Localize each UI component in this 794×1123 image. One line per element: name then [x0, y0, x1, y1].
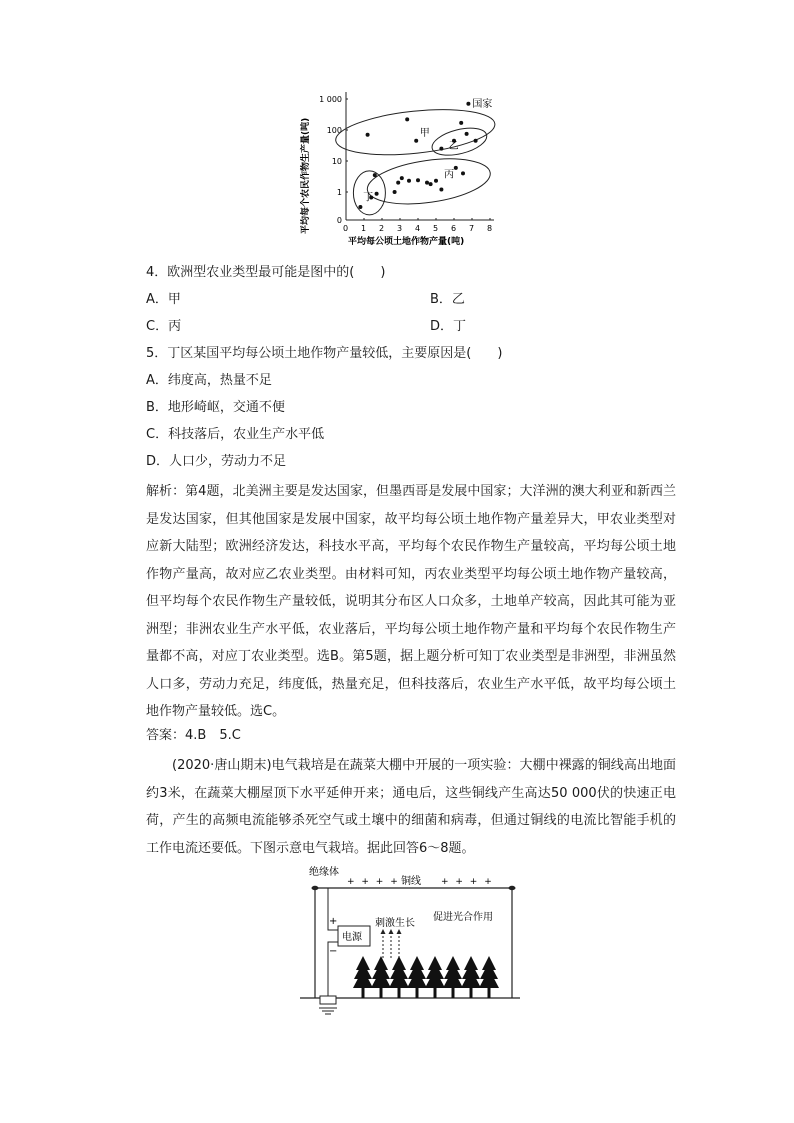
x-tick-label: 7 [469, 224, 475, 233]
insulator-left [312, 886, 319, 890]
stimulate-label: 刺激生长 [375, 918, 415, 929]
data-point [407, 179, 411, 183]
tree-icon [425, 956, 445, 998]
diagram-svg [295, 858, 525, 1018]
y-axis-label: 平均每个农民作物生产量(吨) [301, 117, 311, 234]
trees [353, 956, 499, 998]
group-label-yi: 乙 [448, 141, 459, 153]
tree-icon [461, 956, 481, 998]
arrow-head [397, 929, 402, 934]
data-point [454, 166, 458, 170]
legend-label-country: 国家 [472, 98, 493, 110]
scatter-chart [292, 88, 542, 262]
data-point [373, 173, 377, 177]
tree-icon [407, 956, 427, 998]
y-tick-label: 1 000 [319, 95, 342, 104]
power-source-label: 电源 [342, 932, 362, 943]
group-jia-outline [334, 103, 498, 161]
x-tick-label: 6 [451, 224, 457, 233]
x-tick-label: 3 [397, 224, 403, 233]
x-tick-label: 5 [433, 224, 439, 233]
arrow-head [381, 929, 386, 934]
positive-sign: + [329, 916, 338, 927]
tree-icon [443, 956, 463, 998]
data-point [414, 139, 418, 143]
data-point [405, 117, 409, 121]
tree-icon [371, 956, 391, 998]
q4-option-b: B．乙 [430, 292, 465, 307]
y-tick-label: 100 [326, 126, 342, 135]
chart-svg [292, 88, 542, 258]
group-label-ding: 丁 [363, 192, 374, 204]
intro-paragraph: (2020·唐山期末)电气栽培是在蔬菜大棚中开展的一项实验：大棚中裸露的铜线高出地面约3米，在蔬菜大棚屋顶下水平延伸开来；通电后，这些铜线产生高达50 000伏的快速正电荷，产生的高频电流能够杀死空气或土壤中的细菌和病毒，但通过铜线的电流比智能手机的工作电流还要低。下图示意电气栽培。据此回答6～8题。 [146, 758, 676, 856]
x-axis-label: 平均每公顷土地作物产量(吨) [348, 237, 465, 247]
negative-sign: − [329, 946, 338, 957]
data-point [439, 147, 443, 151]
data-point [459, 121, 463, 125]
q5-option-d: D．人口少，劳动力不足 [146, 454, 287, 469]
data-point [396, 181, 400, 185]
data-point [400, 176, 404, 180]
q5-option-a: A．纬度高，热量不足 [146, 373, 272, 388]
data-point [366, 133, 370, 137]
ground-box [320, 996, 336, 1004]
data-point [358, 205, 362, 209]
data-point [416, 178, 420, 182]
x-tick-label: 1 [361, 224, 367, 233]
tree-icon [389, 956, 409, 998]
x-tick-label: 0 [343, 224, 349, 233]
data-point [474, 139, 478, 143]
chart-axes [299, 92, 494, 247]
q4-option-d: D．丁 [430, 319, 467, 334]
y-tick-label: 0 [336, 216, 342, 225]
data-point [393, 190, 397, 194]
q5-option-b: B．地形崎岖，交通不便 [146, 400, 285, 415]
arrow-head [389, 929, 394, 934]
data-point [466, 102, 470, 106]
copper-label: 铜线 [401, 876, 421, 887]
data-point [429, 182, 433, 186]
data-point [461, 171, 465, 175]
charge-left: + + + + [347, 877, 400, 887]
photosynthesis-label: 促进光合作用 [433, 912, 493, 923]
analysis-paragraph: 解析：第4题，北美洲主要是发达国家，但墨西哥是发展中国家；大洋洲的澳大利亚和新西兰是发达国家，但其他国家是发展中国家，故平均每公顷土地作物产量差异大，甲农业类型对应新大陆型；欧洲经济发达，科技水平高，平均每个农民作物生产量较高，平均每公顷土地作物产量高，故对应乙农业类型。由材料可知，丙农业类型平均每公顷土地作物产量较高，但平均每个农民作物生产量较低，说明其分布区人口众多，土地单产较高，因此其可能为亚洲型；非洲农业生产水平低，农业落后，平均每公顷土地作物产量和平均每个农民作物生产量都不高，对应丁农业类型。选B。第5题，据上题分析可知丁农业类型是非洲型，非洲虽然人口多，劳动力充足，纬度低，热量充足，但科技落后，农业生产水平低，故平均每公顷土地作物产量较低。选C。 [146, 484, 676, 719]
question-4: 4．欧洲型农业类型最可能是图中的( ) [146, 265, 386, 280]
insulator-right [509, 886, 516, 890]
tree-icon [479, 956, 499, 998]
group-label-jia: 甲 [419, 128, 430, 140]
y-tick-label: 1 [336, 188, 342, 197]
question-5: 5．丁区某国平均每公顷土地作物产量较低，主要原因是( ) [146, 346, 503, 361]
data-point [375, 192, 379, 196]
data-point [434, 179, 438, 183]
charge-right: + + + + [441, 877, 494, 887]
chart-labels [363, 98, 492, 204]
group-label-bing: 丙 [444, 169, 455, 181]
x-tick-label: 4 [415, 224, 421, 233]
data-point [439, 188, 443, 192]
x-tick-label: 8 [487, 224, 493, 233]
chart-group-outlines [331, 103, 498, 215]
answer-line: 答案：4.B 5.C [146, 728, 241, 743]
y-tick-label: 10 [331, 157, 342, 166]
group-yi-outline [429, 123, 489, 160]
growth-arrows [381, 929, 402, 958]
q4-option-c: C．丙 [146, 319, 182, 334]
insulator-label: 绝缘体 [309, 867, 339, 878]
q5-option-c: C．科技落后，农业生产水平低 [146, 427, 325, 442]
data-point [425, 181, 429, 185]
electro-culture-diagram [295, 858, 525, 1022]
data-point [465, 132, 469, 136]
tree-icon [353, 956, 373, 998]
x-tick-label: 2 [379, 224, 385, 233]
q4-option-a: A．甲 [146, 292, 181, 307]
